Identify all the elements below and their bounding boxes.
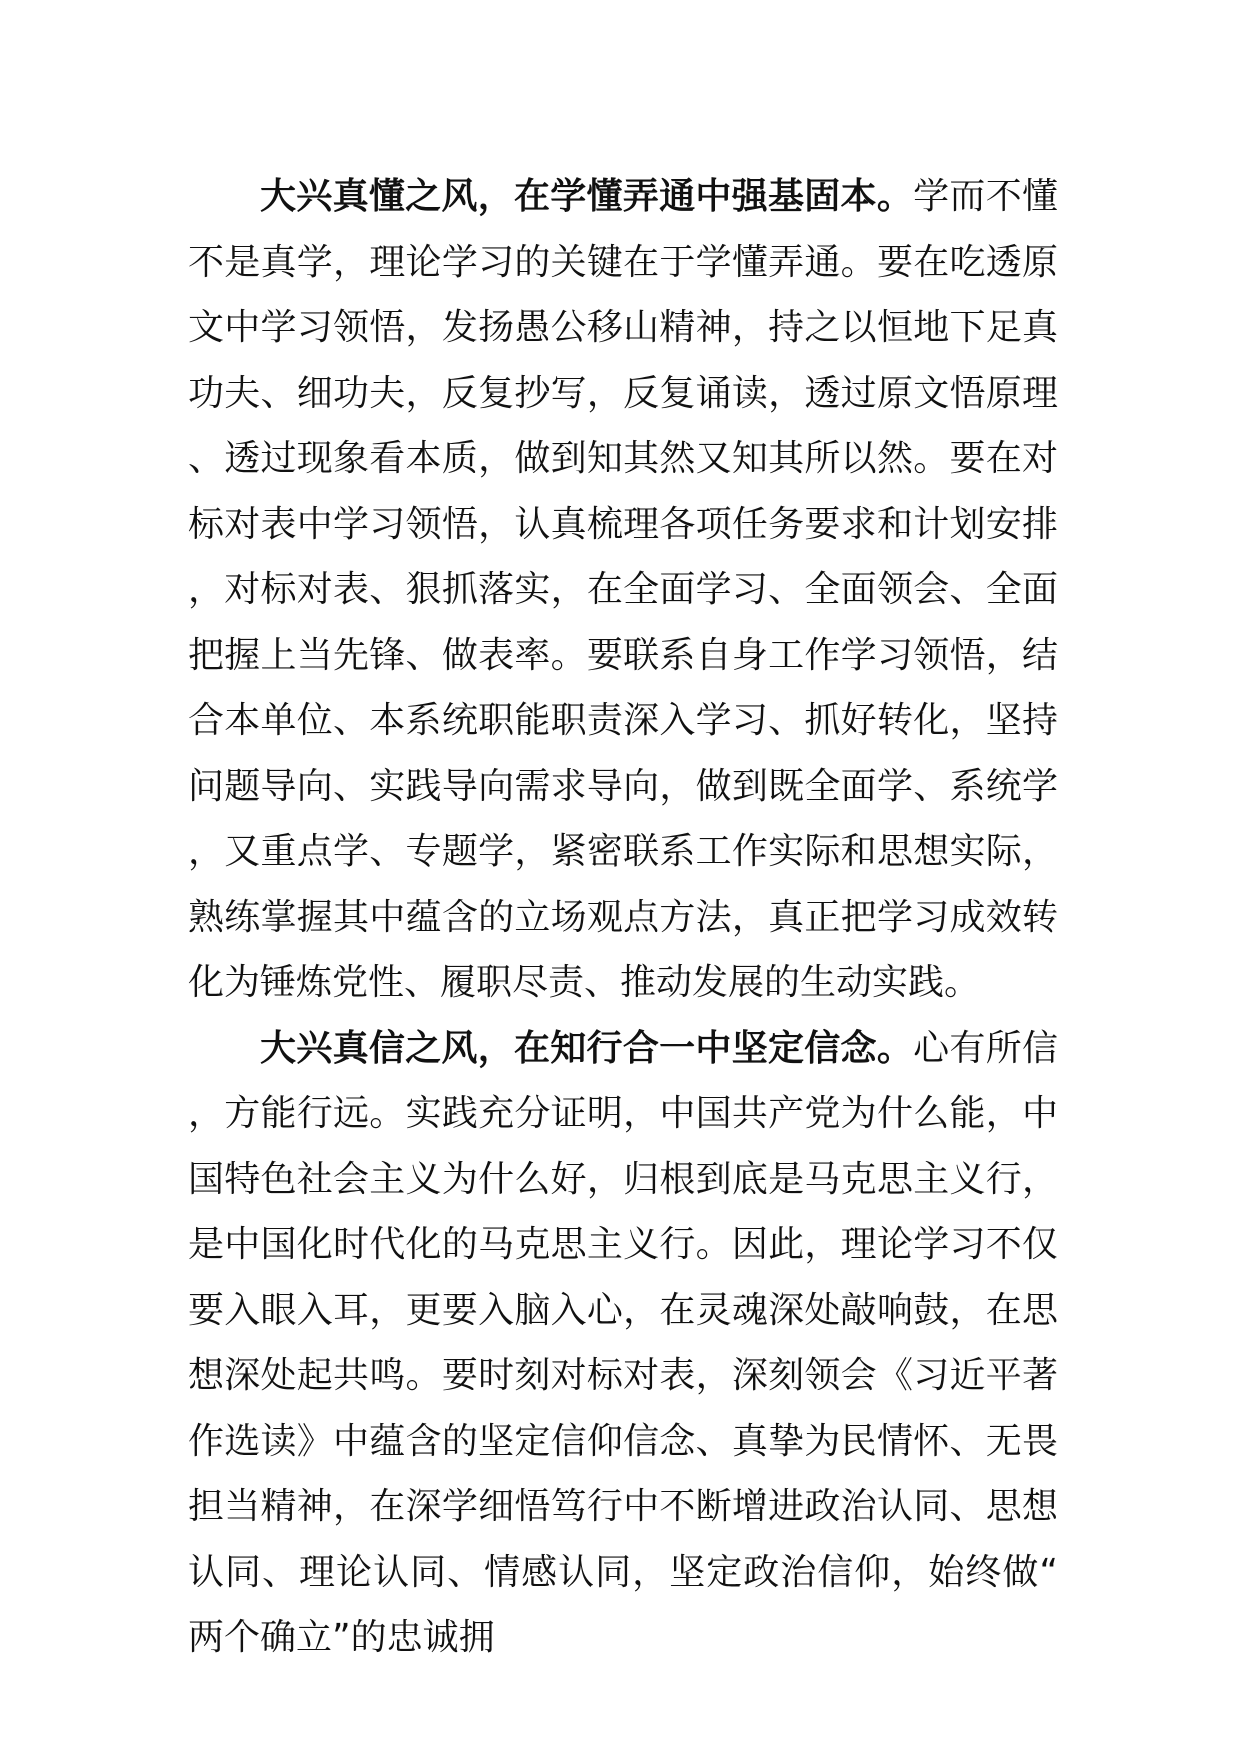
paragraph-1 (188, 164, 1058, 1016)
paragraph-2-lead: 大兴真信之风，在知行合一中坚定信念。 (260, 1027, 914, 1069)
paragraph-1-body: 学而不懂不是真学，理论学习的关键在于学懂弄通。要在吃透原文中学习领悟，发扬愚公移山精神，持之以恒地下足真功夫、细功夫，反复抄写，反复诵读，透过原文悟原理、透过现象看本质，做到知其然又知其所以然。要在对标对表中学习领悟，认真梳理各项任务要求和计划安排，对标对表、狠抓落实，在全面学习、全面领会、全面把握上当先锋、做表率。要联系自身工作学习领悟，结合本单位、本系统职能职责深入学习、抓好转化，坚持问题导向、实践导向需求导向，做到既全面学、系统学，又重点学、专题学，紧密联系工作实际和思想实际，熟练掌握其中蕴含的立场观点方法，真正把学习成效转化为锤炼党性、履职尽责、推动发展的生动实践。 (188, 176, 1058, 1003)
document-body (188, 164, 1058, 1671)
paragraph-2 (188, 1016, 1058, 1671)
paragraph-1-lead: 大兴真懂之风，在学懂弄通中强基固本。 (260, 176, 914, 217)
paragraph-2-body: 心有所信，方能行远。实践充分证明，中国共产党为什么能，中国特色社会主义为什么好，归根到底是马克思主义行，是中国化时代化的马克思主义行。因此，理论学习不仅要入眼入耳，更要入脑入心，在灵魂深处敲响鼓，在思想深处起共鸣。要时刻对标对表，深刻领会《习近平著作选读》中蕴含的坚定信仰信念、真挚为民情怀、无畏担当精神，在深学细悟笃行中不断增进政治认同、思想认同、理论认同、情感认同，坚定政治信仰，始终做“两个确立”的忠诚拥 (188, 1027, 1058, 1658)
